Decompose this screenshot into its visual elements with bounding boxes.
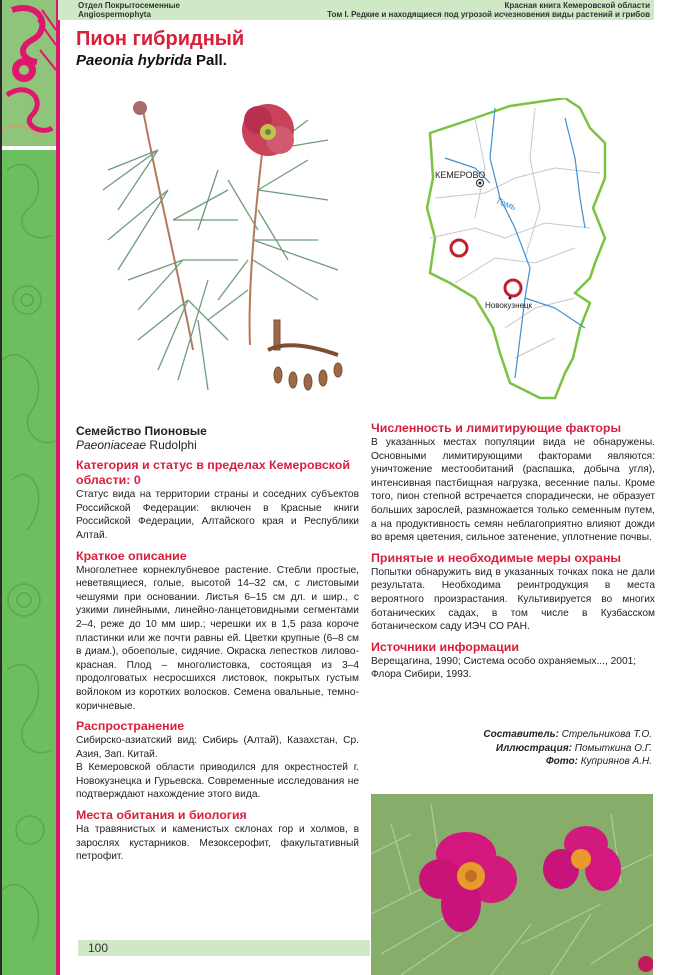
volume-title: Том I. Редкие и находящиеся под угрозой исчезновения виды растений и грибов	[327, 10, 650, 19]
section-heading-protection: Принятые и необходимые меры охраны	[371, 550, 622, 565]
root-tuber-drawing	[268, 320, 342, 390]
section-text-description: Многолетнее корнеклубневое растение. Стебли простые, неветвящиеся, голые, высотой 14–32 см, с листовыми чешуями при основании. Листья 6–15 см дл. и шир., с узкими линейными, линейно-ланцетовидными сегментами 2–4, реже до 10 мм шир.; черешки их в 1,5 раза короче пластинки или же почти равны ей. Цветки крупные (6–8 см в диам.), обоеполые, сидячие. Окраска лепестков лилово-красная. Плод – многолистовка, состоящая из 3–4 продолговатых несросшихся листовок, покрытых густым войлоком из коротких волосков. Семена овальные, темно-коричневые.	[76, 564, 359, 712]
division-latin: Angiospermophyta	[78, 10, 151, 19]
section-text-abundance: В указанных местах популяции вида не обнаружены. Основными лимитирующими факторами являются: уничтожение местообитаний (распашка, добыча угля), интенсивная пастбищная нагрузка, весенние палы. Кроме того, пион степной встречается спорадически, не образует больших зарослей, размножается только семенным путем, а на продуктивность семян неблагоприятно влияют дожди во время цветения, сильное затенение, уплотнение почвы.	[371, 437, 655, 544]
map-label-river-tom: Томь	[494, 195, 518, 213]
decorative-side-band	[0, 0, 60, 975]
section-text-sources: Верещагина, 1990; Система особо охраняемых..., 2001; Флора Сибири, 1993.	[371, 655, 637, 681]
right-text-column	[371, 421, 655, 682]
header-division	[78, 1, 180, 19]
species-title: Пион гибридный	[76, 28, 245, 50]
species-latin-name	[76, 52, 227, 69]
credit-illustration: Иллюстрация: Помыткина О.Г.	[495, 742, 652, 754]
family-name: Семейство Пионовые	[76, 424, 207, 438]
header-book	[327, 1, 650, 19]
section-text-distribution-local: В Кемеровской области приводился для окрестностей г. Новокузнецка и Гурьевска. Современные исследования не подтверждают нахождение этого вида.	[76, 762, 359, 801]
running-header	[58, 0, 654, 20]
book-title: Красная книга Кемеровской области	[504, 1, 650, 10]
section-heading-habitat: Места обитания и биология	[76, 808, 247, 823]
credits	[483, 728, 652, 769]
section-heading-distribution: Распространение	[76, 719, 185, 734]
map-label-novokuznetsk: Новокузнецк	[485, 301, 533, 310]
latin-author: Pall.	[196, 52, 227, 69]
section-heading-category: Категория и статус в пределах Кемеровской области: 0	[76, 458, 350, 488]
footer-bar	[78, 940, 370, 956]
credit-compiler: Составитель: Стрельникова Т.О.	[483, 729, 652, 740]
distribution-map	[415, 98, 660, 403]
bud-drawing	[133, 101, 147, 115]
section-text-habitat: На травянистых и каменистых склонах гор и холмов, в зарослях кустарников. Мезоксерофит, факультативный петрофит.	[76, 824, 359, 863]
section-heading-abundance: Численность и лимитирующие факторы	[371, 421, 622, 435]
section-heading-description: Краткое описание	[76, 548, 187, 563]
left-text-column	[76, 425, 359, 864]
paisley-ornament	[2, 0, 56, 146]
peony-photo	[371, 794, 653, 975]
section-heading-sources: Источники информации	[371, 639, 520, 654]
section-text-distribution: Сибирско-азиатский вид: Сибирь (Алтай), Казахстан, Ср. Азия, Зап. Китай.	[76, 735, 359, 760]
section-text-protection: Попытки обнаружить вид в указанных точках пока не дали результата. Необходима реинтродукция в места вероятного произрастания. Культивируется во многих ботанических садах, в том числе в Кузбасском ботаническом саду ИЭЧ СО РАН.	[371, 566, 655, 633]
peony-flower-drawing	[242, 104, 294, 156]
page-number: 100	[88, 941, 109, 955]
division-ru: Отдел Покрытосеменные	[78, 1, 180, 10]
family-latin-name: Paeoniaceae	[76, 437, 147, 452]
region-border	[427, 98, 605, 398]
section-text-category: Статус вида на территории страны и соседних субъектов Российской Федерации: включен в Красные книги Российской Федерации, Алтайского края и Республики Алтай.	[76, 489, 359, 541]
botanical-illustration	[88, 90, 358, 400]
latin-binomial: Paeonia hybrida	[76, 52, 192, 69]
map-label-kemerovo: КЕМЕРОВО	[435, 170, 486, 180]
family-author: Rudolphi	[149, 437, 197, 452]
family-latin	[76, 439, 359, 453]
green-ornament	[2, 150, 56, 975]
credit-photo: Фото: Куприянов А.Н.	[545, 756, 652, 768]
